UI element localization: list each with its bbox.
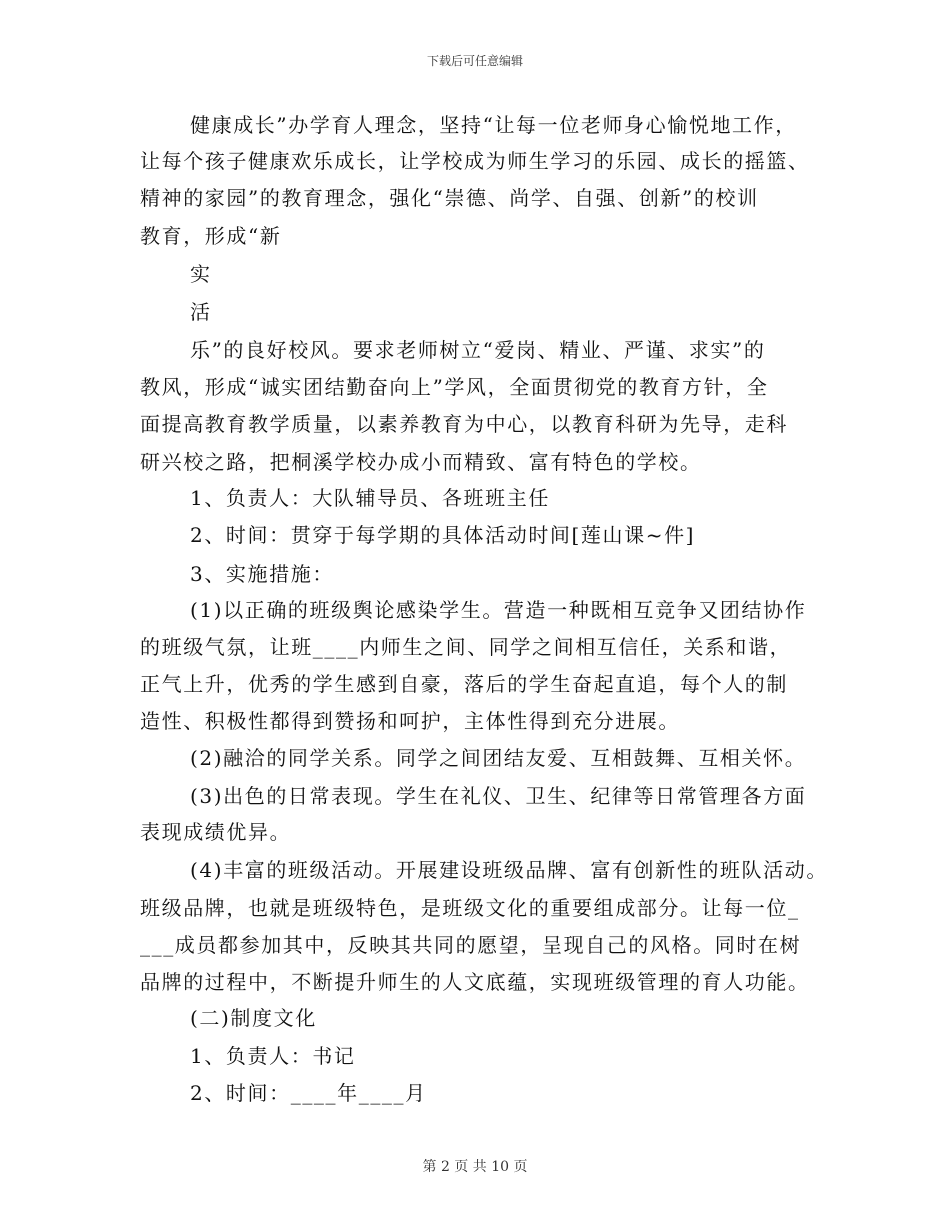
subitem-4-line-4: 品牌的过程中，不断提升师生的人文底蕴，实现班级管理的育人功能。: [140, 970, 810, 994]
page-footer: 第 2 页 共 10 页: [422, 1159, 528, 1175]
page-header: 下载后可任意编辑: [426, 54, 523, 68]
subitem-1-line-2: 的班级气氛，让班____内师生之间、同学之间相互信任，关系和谐，: [140, 635, 792, 659]
section-item-2: 2、时间：____年____月: [190, 1081, 427, 1105]
subitem-3-line-2: 表现成绩优异。: [140, 820, 292, 844]
subitem-4-line-1: (4)丰富的班级活动。开展建设班级品牌、富有创新性的班队活动。: [190, 858, 828, 882]
body-line-3: 精神的家园”的教育理念，强化“崇德、尚学、自强、创新”的校训: [140, 186, 759, 210]
subitem-4-line-3: ___成员都参加其中，反映其共同的愿望，呈现自己的风格。同时在树: [140, 933, 802, 957]
subitem-4-line-2: 班级品牌，也就是班级特色，是班级文化的重要组成部分。让每一位_: [140, 896, 800, 920]
body-line-1: 健康成长”办学育人理念，坚持“让每一位老师身心愉悦地工作，: [190, 113, 797, 137]
body-line-9: 面提高教育教学质量，以素养教育为中心，以教育科研为先导，走科: [140, 412, 788, 436]
body-line-7: 乐”的良好校风。要求老师树立“爱岗、精业、严谨、求实”的: [190, 338, 766, 362]
subitem-1-line-3: 正气上升，优秀的学生感到自豪，落后的学生奋起直追，每个人的制: [140, 672, 788, 696]
subitem-1-line-1: (1)以正确的班级舆论感染学生。营造一种既相互竞争又团结协作: [190, 598, 807, 622]
subitem-3-line-1: (3)出色的日常表现。学生在礼仪、卫生、纪律等日常管理各方面: [190, 784, 807, 808]
body-line-10: 研兴校之路，把桐溪学校办成小而精致、富有特色的学校。: [140, 450, 702, 474]
subitem-2-line-1: (2)融洽的同学关系。同学之间团结友爱、互相鼓舞、互相关怀。: [190, 746, 807, 770]
body-line-4: 教育，形成“新: [140, 224, 282, 248]
list-item-2: 2、时间：贯穿于每学期的具体活动时间[莲山课~件]: [190, 523, 696, 547]
section-item-1: 1、负责人：书记: [190, 1044, 356, 1068]
body-line-8: 教风，形成“诚实团结勤奋向上”学风，全面贯彻党的教育方针，全: [140, 375, 769, 399]
body-line-5: 实: [190, 262, 212, 286]
section-heading: (二)制度文化: [190, 1006, 317, 1030]
body-line-2: 让每个孩子健康欢乐成长，让学校成为师生学习的乐园、成长的摇篮、: [140, 149, 810, 173]
body-line-6: 活: [190, 300, 212, 324]
subitem-1-line-4: 造性、积极性都得到赞扬和呵护，主体性得到充分进展。: [140, 709, 680, 733]
list-item-3: 3、实施措施：: [190, 562, 334, 586]
list-item-1: 1、负责人：大队辅导员、各班班主任: [190, 486, 550, 510]
